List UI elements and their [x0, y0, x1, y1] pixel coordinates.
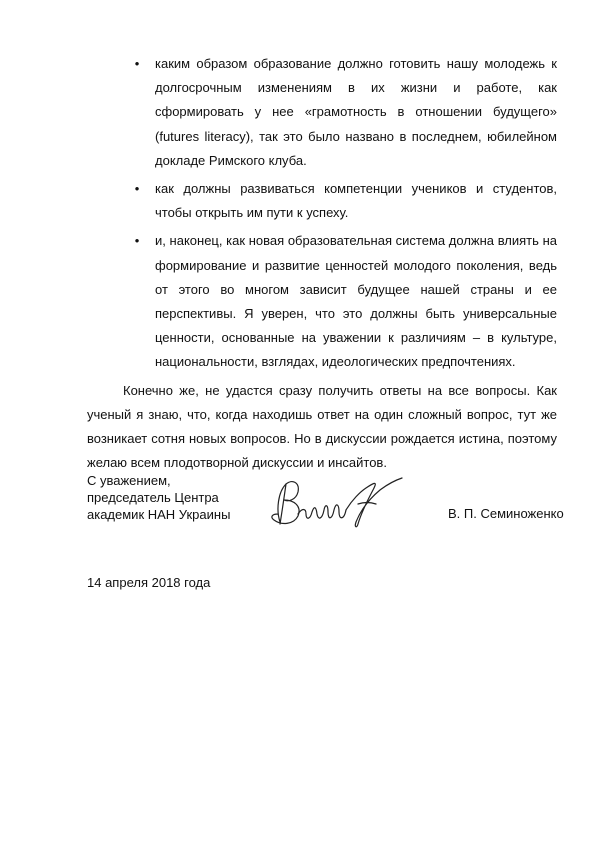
- bullet-icon: •: [134, 233, 140, 249]
- bullet-icon: •: [134, 56, 140, 71]
- list-item-text: и, наконец, как новая образовательная система должна влиять на формирование и развитие ценностей молодого поколения, ведь от этого во многом зависит будущее нашей страны и ее перспективы. Я уверен, что это должны быть универсальные ценности, основанные на уважении к различиям – в культуре, национальности, взглядах, идеологических предпочтениях.: [155, 233, 557, 370]
- handwritten-signature-icon: [262, 470, 412, 532]
- bullet-icon: •: [134, 181, 140, 197]
- closing-title: академик НАН Украины: [87, 507, 231, 522]
- closing-lines: [87, 472, 230, 523]
- closing-regards: С уважением,: [87, 473, 171, 488]
- list-item: [87, 177, 557, 225]
- signer-name: В. П. Семиноженко: [448, 506, 564, 521]
- letter-body: [87, 52, 557, 475]
- list-item-text: как должны развиваться компетенции учеников и студентов, чтобы открыть им пути к успеху.: [155, 181, 557, 221]
- list-item-text: каким образом образование должно готовить нашу молодежь к долгосрочным изменениям в их жизни и работе, как сформировать у нее «грамотность в отношении будущего» (futures literacy), так это было названо в последнем, юбилейном докладе Римского клуба.: [155, 56, 557, 168]
- list-item: [87, 52, 557, 173]
- question-list: [87, 52, 557, 375]
- closing-paragraph: Конечно же, не удастся сразу получить ответы на все вопросы. Как ученый я знаю, что, когда находишь ответ на один сложный вопрос, тут же возникает сотня новых вопросов. Но в дискуссии рождается истина, поэтому желаю всем плодотворной дискуссии и инсайтов.: [87, 382, 557, 471]
- list-item: [87, 229, 557, 374]
- letter-date: 14 апреля 2018 года: [87, 575, 211, 590]
- signature-block: [87, 472, 567, 542]
- closing-position: председатель Центра: [87, 490, 219, 505]
